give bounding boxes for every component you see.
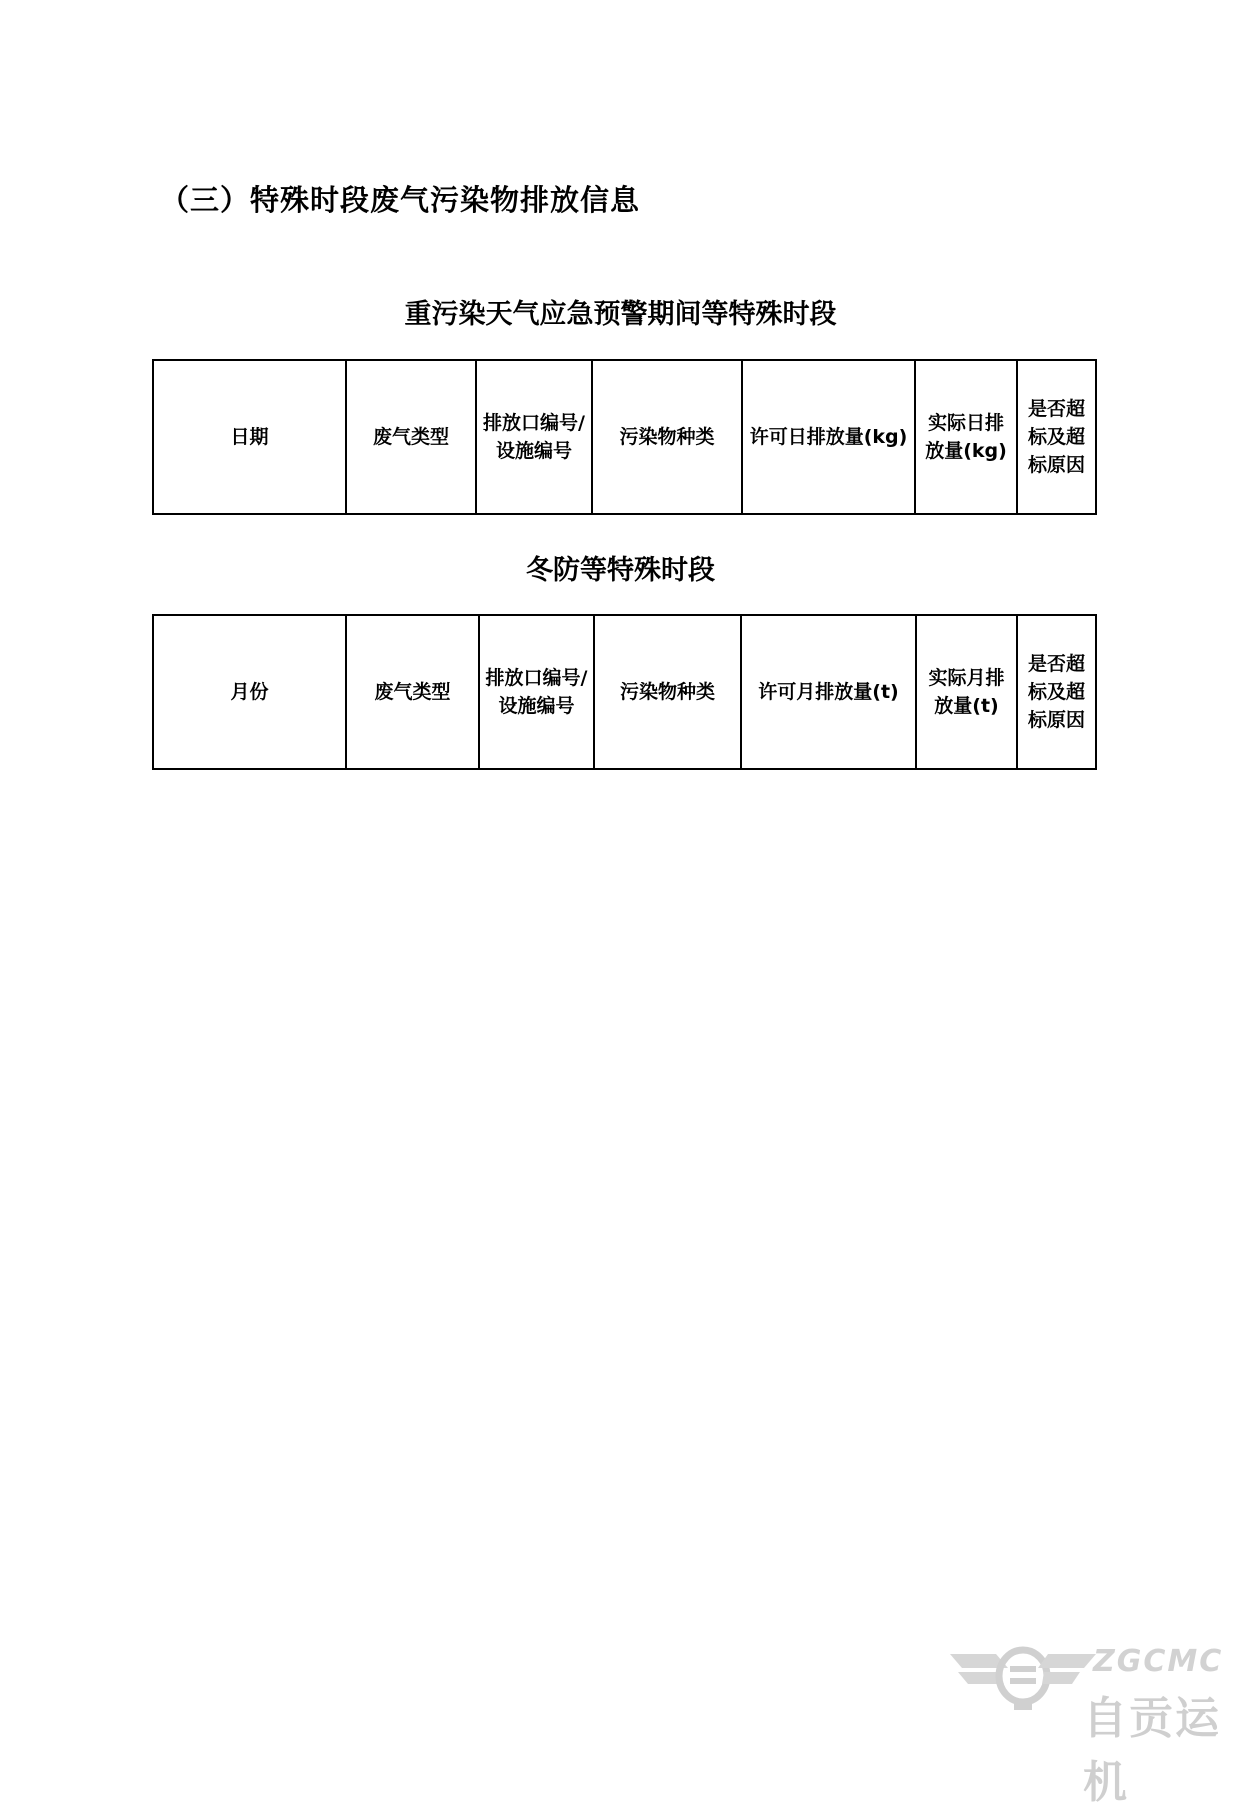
table2-header-exceed-reason: 是否超标及超标原因 <box>1017 615 1096 769</box>
table2-header-row <box>153 615 1096 769</box>
table1-header-pollutant: 污染物种类 <box>592 360 742 514</box>
section-heading: （三）特殊时段废气污染物排放信息 <box>160 183 641 217</box>
winter-prevention-period-table <box>152 614 1097 770</box>
table1-header-row <box>153 360 1096 514</box>
table2-caption: 冬防等特殊时段 <box>526 555 715 586</box>
table2-header-month: 月份 <box>153 615 346 769</box>
table1-header-actual-daily: 实际日排放量(kg) <box>915 360 1017 514</box>
watermark-latin-text: ZGCMC <box>1093 1644 1224 1679</box>
watermark-chinese-text: 自贡运机 <box>1083 1693 1221 1808</box>
table1-header-exceed-reason: 是否超标及超标原因 <box>1017 360 1096 514</box>
heavy-pollution-period-table <box>152 359 1097 515</box>
table2-header-gas-type: 废气类型 <box>346 615 479 769</box>
table1-header-outlet-id: 排放口编号/设施编号 <box>476 360 592 514</box>
table1-header-gas-type: 废气类型 <box>346 360 476 514</box>
table1-header-permitted-daily: 许可日排放量(kg) <box>742 360 915 514</box>
zgcmc-logo-icon <box>948 1642 1098 1722</box>
table2-header-permitted-monthly: 许可月排放量(t) <box>741 615 916 769</box>
table2-header-actual-monthly: 实际月排放量(t) <box>916 615 1017 769</box>
table1-caption: 重污染天气应急预警期间等特殊时段 <box>404 299 837 330</box>
table1-header-date: 日期 <box>153 360 346 514</box>
watermark <box>948 1638 1238 1808</box>
table2-header-outlet-id: 排放口编号/设施编号 <box>479 615 594 769</box>
table2-header-pollutant: 污染物种类 <box>594 615 741 769</box>
